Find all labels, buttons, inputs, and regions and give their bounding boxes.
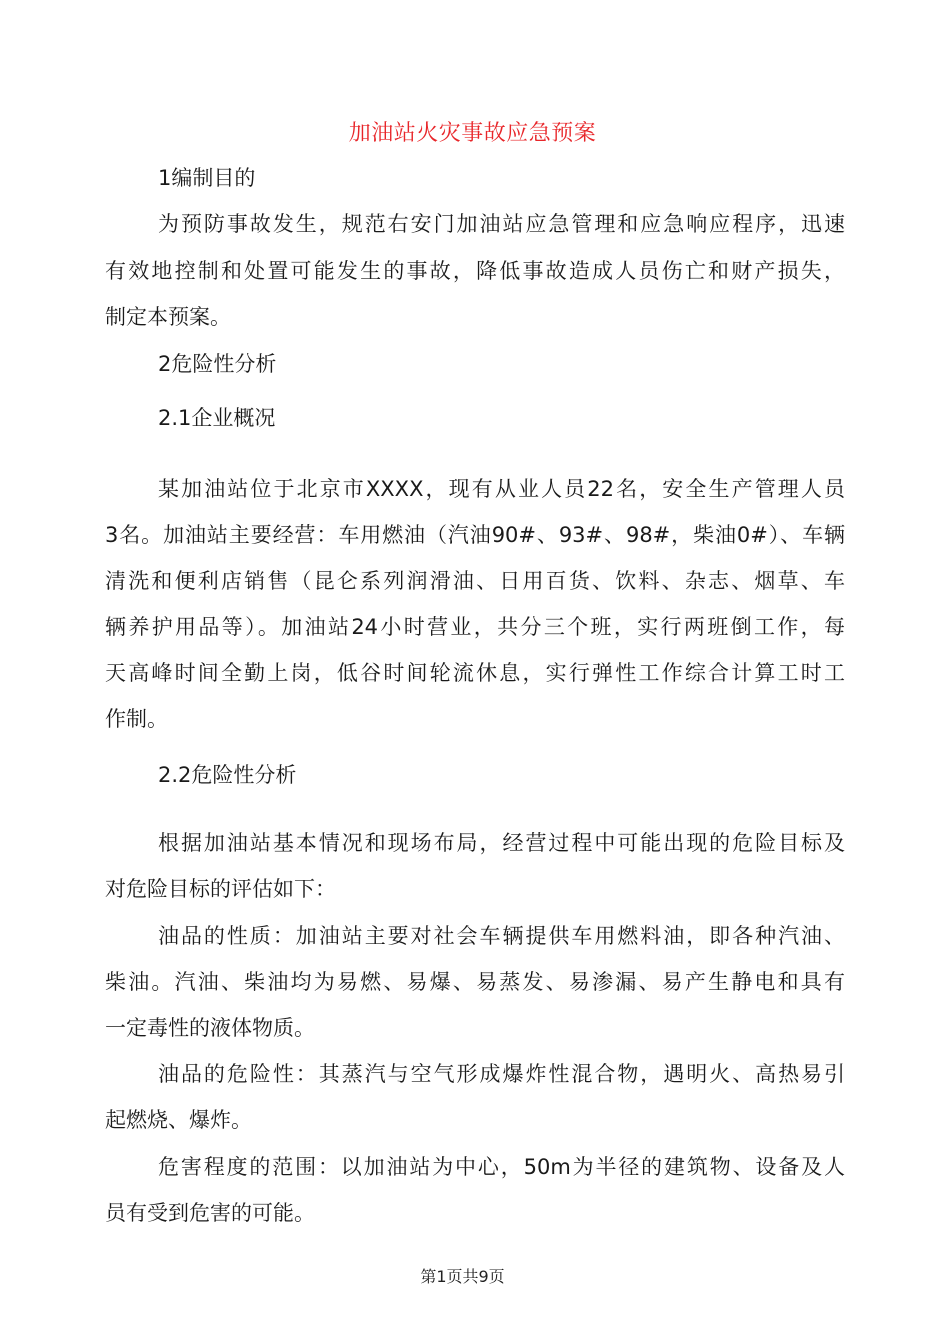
paragraph-line: 员有受到危害的可能。 xyxy=(105,1201,315,1225)
paragraph-line: 3名。加油站主要经营：车用燃油（汽油90#、93#、98#，柴油0#）、车辆 xyxy=(105,523,845,547)
paragraph-line: 制定本预案。 xyxy=(105,305,231,329)
paragraph-line: 油品的性质：加油站主要对社会车辆提供车用燃料油，即各种汽油、 xyxy=(158,924,845,948)
paragraph-line: 为预防事故发生，规范右安门加油站应急管理和应急响应程序，迅速 xyxy=(158,212,845,236)
paragraph-line: 危害程度的范围：以加油站为中心，50m为半径的建筑物、设备及人 xyxy=(158,1155,845,1179)
paragraph-line: 油品的危险性：其蒸汽与空气形成爆炸性混合物，遇明火、高热易引 xyxy=(158,1062,845,1086)
paragraph-line: 作制。 xyxy=(105,707,168,731)
heading-2-1: 2.1企业概况 xyxy=(158,406,276,430)
paragraph-line: 一定毒性的液体物质。 xyxy=(105,1016,315,1040)
heading-1: 1编制目的 xyxy=(158,166,256,190)
paragraph-line: 根据加油站基本情况和现场布局，经营过程中可能出现的危险目标及 xyxy=(158,831,845,855)
paragraph-line: 某加油站位于北京市XXXX，现有从业人员22名，安全生产管理人员 xyxy=(158,477,845,501)
paragraph-line: 清洗和便利店销售（昆仑系列润滑油、日用百货、饮料、杂志、烟草、车 xyxy=(105,569,845,593)
paragraph-line: 辆养护用品等）。加油站24小时营业，共分三个班，实行两班倒工作，每 xyxy=(105,615,845,639)
paragraph-line: 柴油。汽油、柴油均为易燃、易爆、易蒸发、易渗漏、易产生静电和具有 xyxy=(105,970,845,994)
heading-2: 2危险性分析 xyxy=(158,352,277,376)
page-number: 第1页共9页 xyxy=(420,1267,505,1286)
document-title: 加油站火灾事故应急预案 xyxy=(348,121,597,146)
paragraph-line: 天高峰时间全勤上岗，低谷时间轮流休息，实行弹性工作综合计算工时工 xyxy=(105,661,845,685)
paragraph-line: 对危险目标的评估如下： xyxy=(105,877,336,901)
heading-2-2: 2.2危险性分析 xyxy=(158,763,297,787)
paragraph-line: 有效地控制和处置可能发生的事故，降低事故造成人员伤亡和财产损失， xyxy=(105,259,845,283)
paragraph-line: 起燃烧、爆炸。 xyxy=(105,1108,252,1132)
